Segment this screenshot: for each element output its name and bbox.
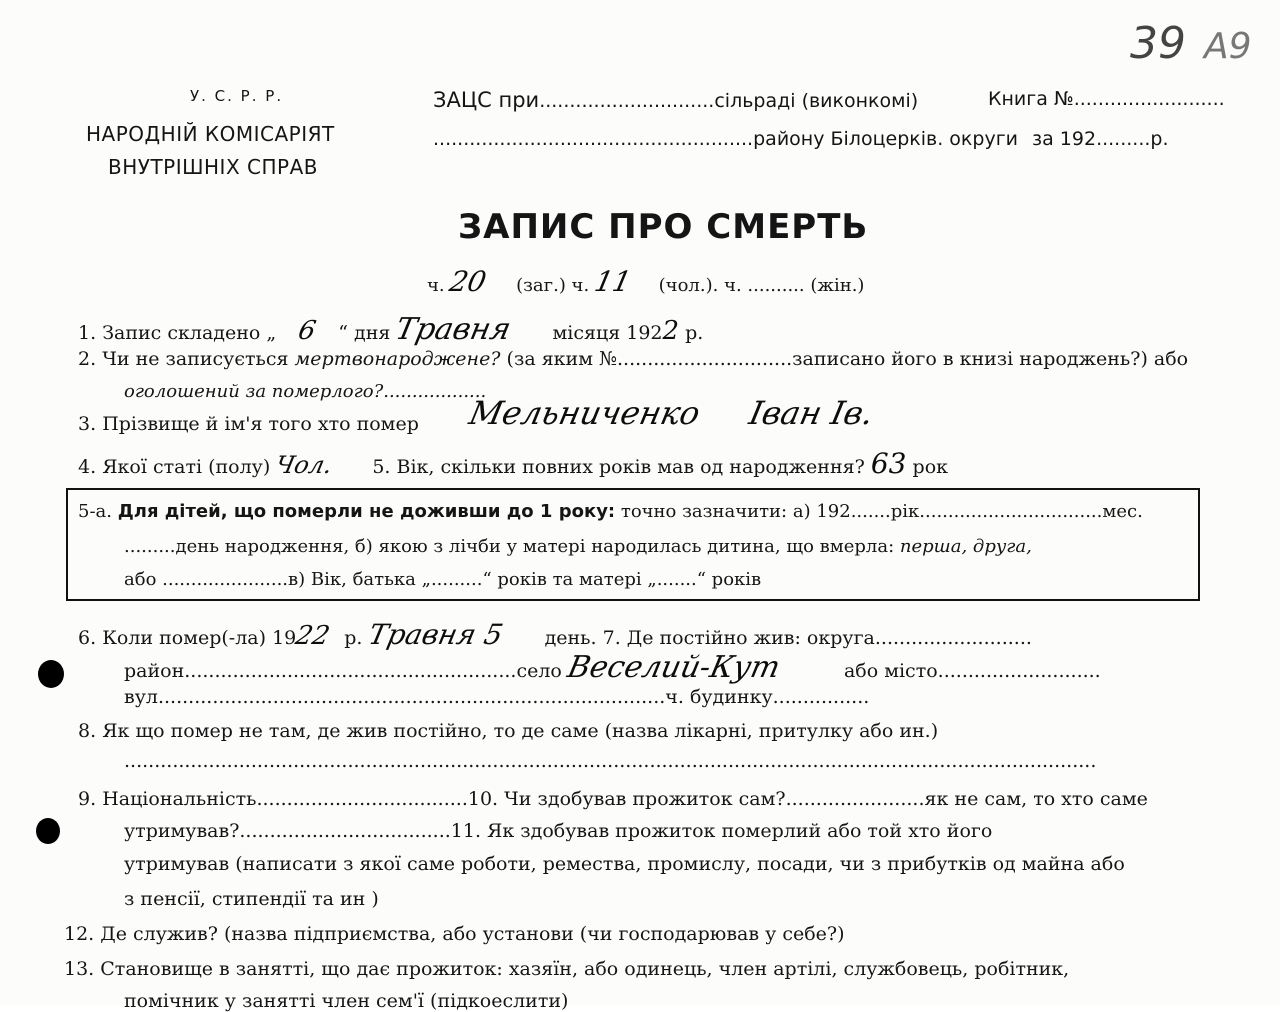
field-5a-heading: Для дітей, що померли не доживши до 1 року: [117, 501, 616, 522]
year-suffix: р. [1150, 128, 1169, 150]
field-8 [78, 722, 938, 741]
field-1-number: 1. [78, 322, 97, 344]
street-label: вул. [124, 686, 164, 708]
field-13-label: Становище в занятті, що дає прожиток: хазяїн, або одинець, член артілі, службовець, робітник, [100, 958, 1070, 980]
field-6-r: р. [344, 627, 363, 649]
counts-line [427, 265, 865, 298]
field-11-line2-text: утримував (написати з якої саме роботи, ремества, промислу, посади, чи з прибутків од майна або [124, 853, 1125, 875]
total-count-label: (заг.) ч. [516, 275, 590, 296]
field-2-declared [124, 383, 486, 401]
field-5a-line1-rest: точно зазначити: а) 192 [620, 501, 851, 522]
book-label: Книга № [988, 88, 1074, 110]
record-month-value: Травня [392, 312, 515, 347]
header-commissariat: НАРОДНІЙ КОМІСАРІЯТ [86, 122, 335, 146]
field-1-label: Запис складено „ [102, 322, 277, 344]
field-5a-year-dots: ....... [850, 501, 891, 522]
field-5a-father-dots: ......... [430, 569, 483, 590]
field-5a-month-dots: ................................ [919, 501, 1103, 522]
male-count-label: (чол.). ч. [658, 275, 742, 296]
field-3-number: 3. [78, 413, 97, 435]
field-6-day-label: день. [544, 627, 597, 649]
age-value: 63 [870, 447, 907, 480]
field-2-text-mid: (за яким № [506, 348, 618, 370]
zags-dots: ............................. [539, 90, 715, 112]
field-5a-line-3 [124, 571, 761, 589]
rayon-label: район [124, 660, 185, 682]
field-2-declared-text: оголошений за померлого? [124, 381, 384, 402]
field-2-text-after: записано його в книзі народжень?) або [792, 348, 1189, 370]
field-5a-years2: “ років [696, 569, 762, 590]
field-9-label: Національність [102, 788, 257, 810]
header-republic: У. С. Р. Р. [190, 87, 284, 105]
record-year-value: 2 [662, 316, 680, 346]
field-2-dots: ............................. [617, 348, 793, 370]
field-7-street-line [124, 688, 869, 707]
punch-hole-bottom [36, 818, 60, 844]
field-9 [78, 790, 1148, 809]
field-10-dots: ....................... [785, 788, 925, 810]
field-2 [78, 350, 1188, 369]
punch-hole-top [38, 660, 64, 688]
field-10-b: як не сам, то хто саме [924, 788, 1148, 810]
zags-line [433, 90, 918, 111]
field-4 [78, 447, 949, 480]
female-dots: .......... [747, 275, 805, 296]
field-6 [78, 618, 1032, 651]
or-city-label: або місто [843, 660, 938, 682]
field-13-number: 13. [64, 958, 95, 980]
year-label: за 192 [1032, 128, 1097, 150]
house-dots: ................ [772, 686, 870, 708]
year-line [1032, 130, 1169, 149]
field-2-text-before: Чи не записується [102, 348, 289, 370]
field-11-supported: утримував? [124, 820, 240, 842]
field-5a-or-dots: ...................... [162, 569, 289, 590]
counts-prefix: ч. [427, 275, 445, 296]
district-dots: ..................................................... [433, 128, 754, 150]
field-4-number: 4. [78, 456, 97, 478]
field-13 [64, 960, 1069, 979]
deceased-name: Іван Ів. [745, 394, 878, 432]
field-8-dots-line: ................................................................................................................................................................. [124, 750, 1097, 772]
field-5a-month-unit: мес. [1102, 501, 1143, 522]
city-dots: ........................... [937, 660, 1101, 682]
field-5a-or: або [124, 569, 157, 590]
rayon-dots: ....................................................... [184, 660, 517, 682]
book-dots: ......................... [1073, 88, 1225, 110]
field-9-number: 9. [78, 788, 97, 810]
deceased-surname: Мельниченко [465, 394, 704, 432]
book-label-line [988, 90, 1225, 109]
field-12-number: 12. [64, 923, 95, 945]
field-9-dots: ................................... [256, 788, 468, 810]
field-1 [78, 312, 704, 347]
field-13-line-2 [124, 992, 568, 1011]
field-12-label: Де служив? (назва підприємства, або установи (чи господарював у себе?) [100, 923, 845, 945]
header-internal-affairs: ВНУТРІШНІХ СПРАВ [108, 155, 318, 179]
field-5a-year-unit: рік [890, 501, 920, 522]
year-dots: ......... [1096, 128, 1151, 150]
record-day-value: 6 [295, 316, 319, 346]
field-5a-father: в) Вік, батька „ [288, 569, 431, 590]
house-label: ч. будинку [665, 686, 773, 708]
field-5a-line2-text: день народження, б) якою з лічби у матері народилась дитина, що вмерла: [175, 536, 895, 557]
field-6-label: Коли помер(-ла) 19 [102, 627, 297, 649]
field-5-label: 5. Вік, скільки повних років мав од народження? [372, 456, 865, 478]
street-dots: ................................................................................... [164, 686, 666, 708]
field-12 [64, 925, 845, 944]
field-1-mid: “ дня [338, 322, 391, 344]
sex-value: Чол. [273, 451, 336, 479]
field-10-label: 10. Чи здобував прожиток сам? [467, 788, 786, 810]
field-5a-line-1 [78, 503, 1143, 521]
field-11-line-3 [124, 890, 379, 909]
field-3 [78, 415, 419, 434]
field-5a-second: друга, [972, 536, 1032, 557]
field-13-line2-text: помічник у занятті член сем'ї (підкоеслити) [124, 990, 569, 1012]
field-8-label: Як що помер не там, де жив постійно, то де саме (назва лікарні, притулку або ин.) [102, 720, 939, 742]
male-count-value: 11 [591, 265, 635, 298]
field-2-declared-dots: .................. [383, 381, 487, 402]
field-5a-line-2 [124, 538, 1032, 556]
field-7-rayon-line [124, 650, 1101, 685]
field-11-line3-text: з пенсії, стипендії та ин ) [124, 888, 379, 910]
field-2-stillborn: мертвонароджене? [294, 348, 501, 370]
field-8-number: 8. [78, 720, 97, 742]
female-count-label: (жін.) [810, 275, 865, 296]
field-4-label: Якої статі (полу) [102, 456, 271, 478]
death-month-day-value: Травня 5 [365, 618, 506, 651]
page-title: ЗАПИС ПРО СМЕРТЬ [458, 207, 869, 247]
field-11-line-1 [124, 822, 992, 841]
book-number-handwritten: 39 А9 [1130, 18, 1252, 69]
total-count-value: 20 [446, 265, 490, 298]
zags-suffix: сільраді (виконкомі) [714, 90, 919, 112]
field-5a-day-dots: ......... [124, 536, 176, 557]
field-6-number: 6. [78, 627, 97, 649]
field-11-label: 11. Як здобував прожиток померлий або той хто його [450, 820, 993, 842]
field-7-label: 7. Де постійно жив: округа [602, 627, 875, 649]
death-year-value: 22 [293, 621, 333, 651]
field-5a-first: перша, [899, 536, 968, 557]
village-label: село [516, 660, 562, 682]
field-1-month-label: місяця 192 [552, 322, 663, 344]
zags-prefix: ЗАЦС при [433, 88, 540, 112]
field-1-suffix: р. [685, 322, 704, 344]
field-11-line-2 [124, 855, 1125, 874]
district-text: районy Білоцерків. округи [753, 128, 1019, 150]
field-5a-number: 5-а. [78, 501, 112, 522]
field-5a-mother-dots: ....... [656, 569, 697, 590]
field-11-dots: ................................... [239, 820, 451, 842]
field-3-label: Прізвище й ім'я того хто помер [102, 413, 419, 435]
field-5a-years1: “ років та матері „ [482, 569, 657, 590]
age-unit: рок [912, 456, 949, 478]
district-line [433, 130, 1018, 149]
village-value: Веселий-Кут [564, 650, 784, 685]
field-2-number: 2. [78, 348, 97, 370]
field-7-dots: .......................... [874, 627, 1032, 649]
